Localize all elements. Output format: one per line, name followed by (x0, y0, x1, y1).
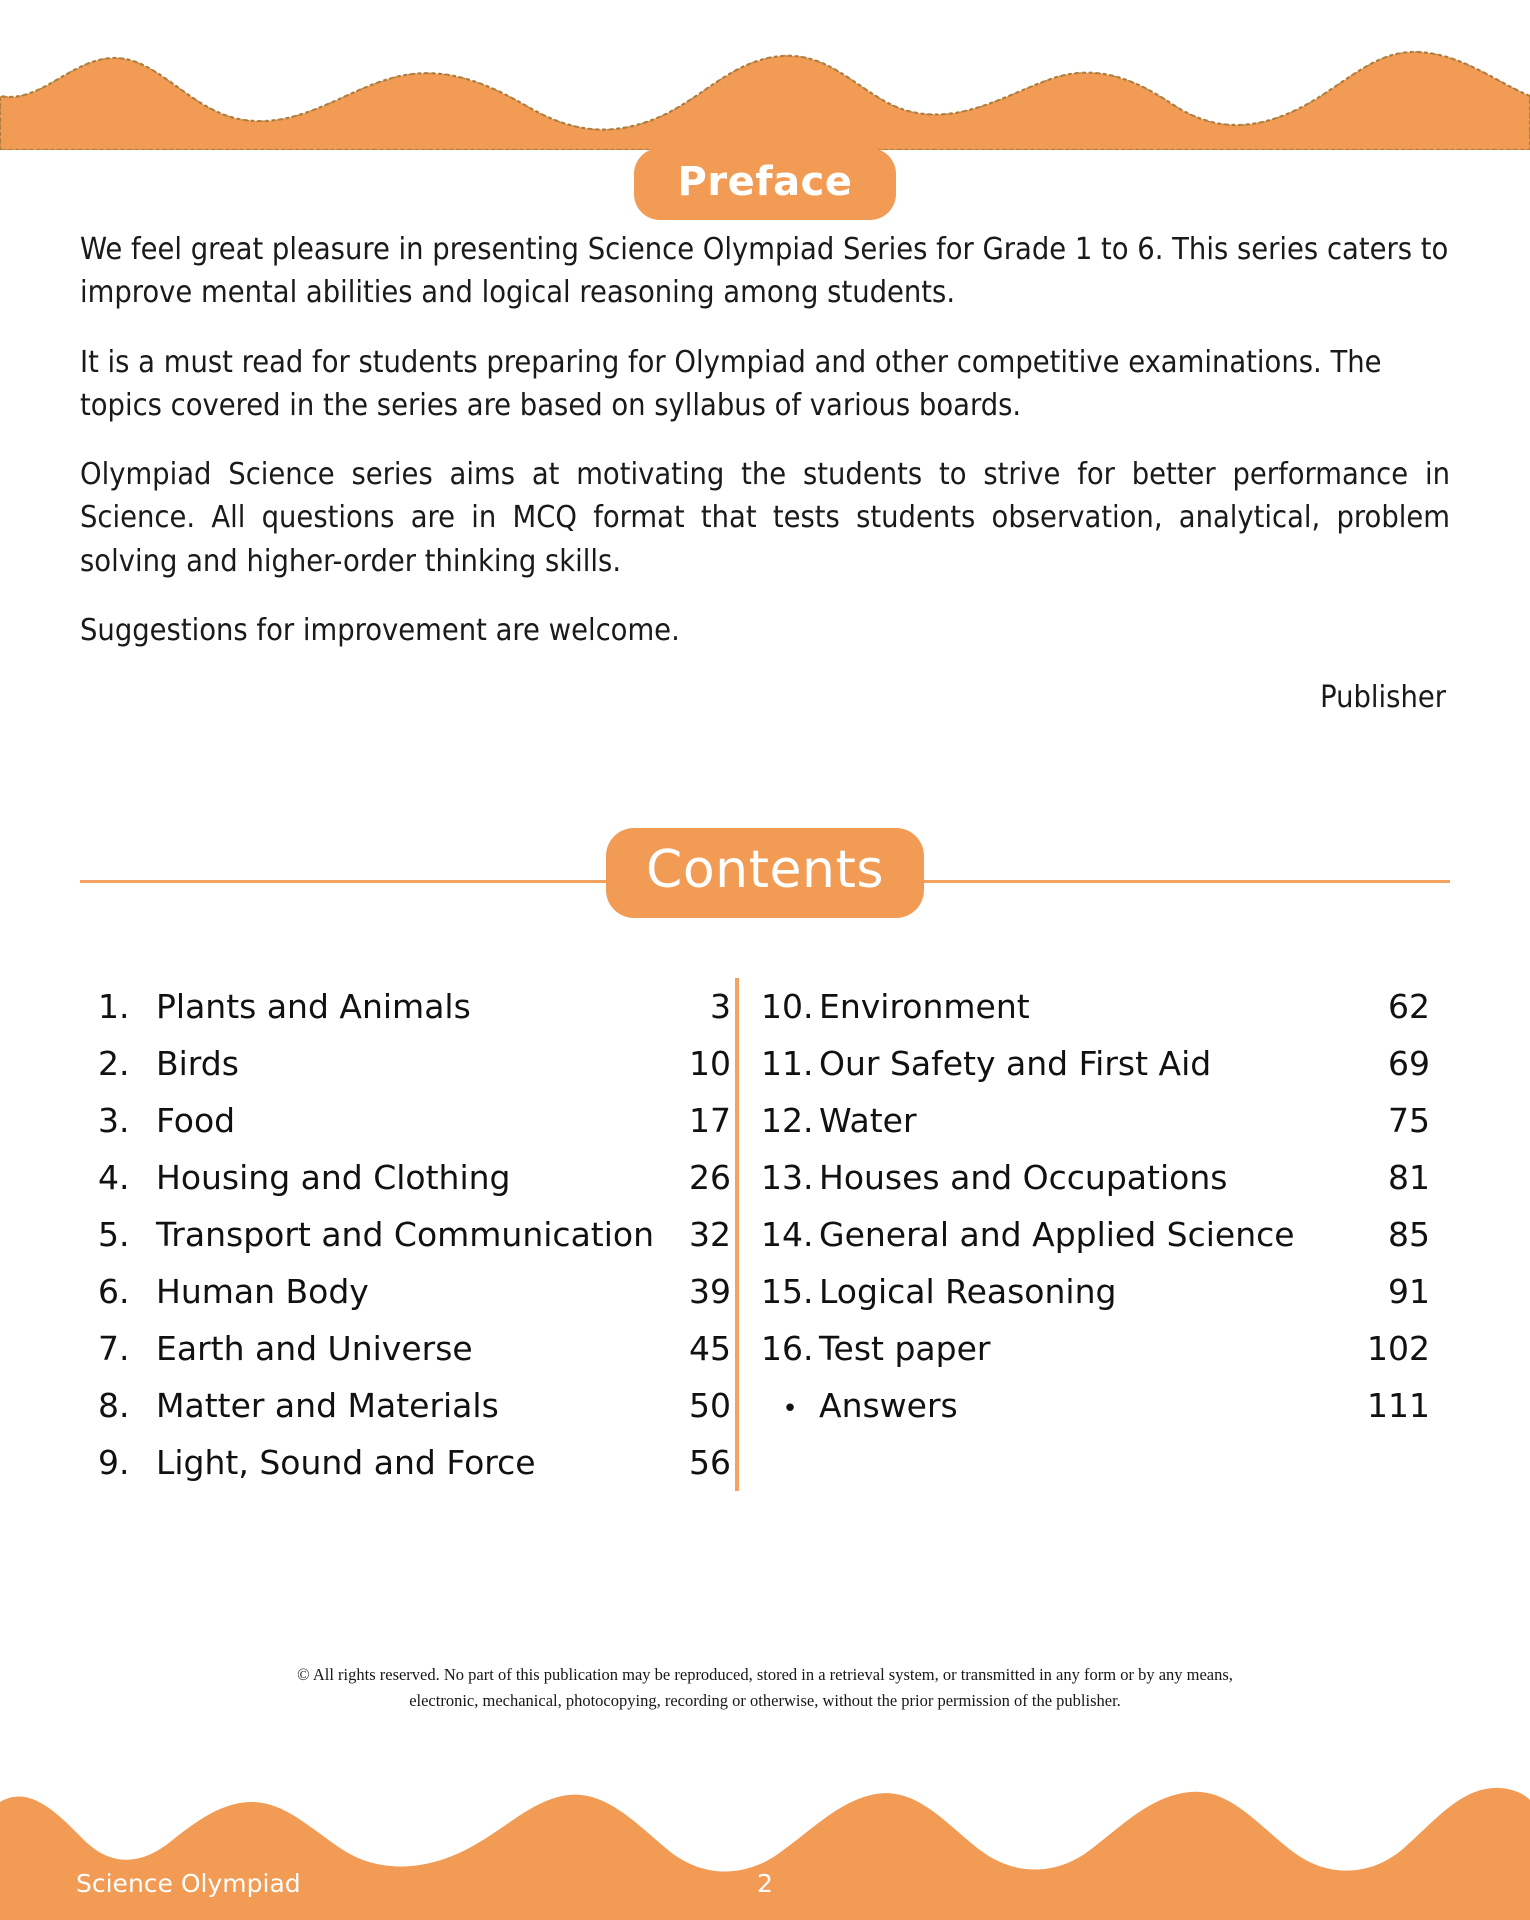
toc-entry-number: 16. (761, 1329, 814, 1368)
toc-entry-page: 50 (689, 1386, 731, 1425)
toc-entry-number: 7. (98, 1329, 130, 1368)
preface-body (80, 228, 1450, 715)
toc-entry-page: 62 (1388, 987, 1430, 1026)
toc-entry-number: 10. (761, 987, 814, 1026)
toc-entry[interactable] (761, 1035, 1434, 1092)
toc-entry-page: 69 (1388, 1044, 1430, 1083)
toc-column-right (739, 978, 1434, 1434)
toc-entry[interactable] (98, 978, 735, 1035)
toc-entry-title: Plants and Animals (156, 987, 471, 1026)
toc-entry[interactable] (761, 1206, 1434, 1263)
toc-entry-number: 4. (98, 1158, 130, 1197)
toc-entry-number: 13. (761, 1158, 814, 1197)
toc-entry-number: 9. (98, 1443, 130, 1482)
copyright-line-2: electronic, mechanical, photocopying, recording or otherwise, without the prior permission of the publisher. (409, 1690, 1121, 1710)
toc-entry[interactable] (98, 1320, 735, 1377)
contents-badge-container (80, 828, 1450, 918)
toc-entry-title: Human Body (156, 1272, 369, 1311)
preface-badge-container (0, 148, 1530, 220)
toc-entry-title: Houses and Occupations (819, 1158, 1228, 1197)
toc-entry-number: 2. (98, 1044, 130, 1083)
toc-entry-title: Answers (819, 1386, 958, 1425)
toc-entry-title: Housing and Clothing (156, 1158, 511, 1197)
toc-entry-page: 3 (710, 987, 731, 1026)
preface-paragraph-4: Suggestions for improvement are welcome. (80, 613, 680, 649)
toc-entry-title: Earth and Universe (156, 1329, 473, 1368)
toc-entry-title: Environment (819, 987, 1030, 1026)
toc-entry-number: 1. (98, 987, 130, 1026)
toc-entry[interactable] (761, 978, 1434, 1035)
toc-entry[interactable] (98, 1434, 735, 1491)
bullet-icon: • (782, 1394, 798, 1424)
preface-paragraph-1: We feel great pleasure in presenting Science Olympiad Series for Grade 1 to 6. This series caters to improve mental abilities and logical reasoning among students. (80, 232, 1449, 311)
toc-entry-title: General and Applied Science (819, 1215, 1295, 1254)
contents-heading (80, 828, 1450, 932)
toc-entry-number: 15. (761, 1272, 814, 1311)
toc-entry-number: 3. (98, 1101, 130, 1140)
toc-entry-page: 85 (1388, 1215, 1430, 1254)
toc-entry[interactable] (761, 1320, 1434, 1377)
publisher-signature: Publisher (1320, 680, 1446, 716)
preface-badge: Preface (634, 148, 897, 220)
toc-entry-number: 12. (761, 1101, 814, 1140)
toc-entry-title: Light, Sound and Force (156, 1443, 536, 1482)
preface-paragraph-3: Olympiad Science series aims at motivating the students to strive for better performance in Science. All questions are in MCQ format that tests students observation, analytical, problem solving and higher-order thinking skills. (80, 457, 1450, 579)
contents-badge: Contents (606, 828, 924, 918)
toc-entry-page: 10 (689, 1044, 731, 1083)
toc-entry-number: 8. (98, 1386, 130, 1425)
toc-column-left (80, 978, 735, 1491)
footer-text-row (0, 1850, 1530, 1920)
toc-entry-page: 75 (1388, 1101, 1430, 1140)
copyright-notice (180, 1662, 1350, 1713)
toc-entry[interactable] (98, 1035, 735, 1092)
toc-entry-page: 111 (1367, 1386, 1430, 1425)
toc-entry-answers[interactable] (761, 1377, 1434, 1434)
toc-entry-number: 11. (761, 1044, 814, 1083)
toc-entry-page: 102 (1367, 1329, 1430, 1368)
toc-entry-number: 6. (98, 1272, 130, 1311)
table-of-contents (80, 978, 1450, 1491)
footer-book-title: Science Olympiad (76, 1869, 301, 1898)
toc-entry-number: 5. (98, 1215, 130, 1254)
footer-page-number: 2 (757, 1869, 773, 1898)
header-wave-decoration (0, 0, 1530, 150)
toc-entry-page: 17 (689, 1101, 731, 1140)
toc-entry[interactable] (98, 1263, 735, 1320)
toc-entry-title: Matter and Materials (156, 1386, 499, 1425)
toc-entry-page: 81 (1388, 1158, 1430, 1197)
copyright-line-1: © All rights reserved. No part of this publication may be reproduced, stored in a retrieval system, or transmitted in any form or by any means, (297, 1665, 1233, 1684)
toc-entry[interactable] (98, 1377, 735, 1434)
toc-entry[interactable] (761, 1149, 1434, 1206)
toc-entry-page: 91 (1388, 1272, 1430, 1311)
toc-entry-title: Our Safety and First Aid (819, 1044, 1212, 1083)
toc-entry-title: Transport and Communication (156, 1215, 655, 1254)
toc-entry-number: 14. (761, 1215, 814, 1254)
toc-entry-page: 32 (689, 1215, 731, 1254)
toc-entry[interactable] (761, 1092, 1434, 1149)
toc-entry[interactable] (761, 1263, 1434, 1320)
toc-entry-title: Birds (156, 1044, 239, 1083)
toc-entry[interactable] (98, 1092, 735, 1149)
toc-entry-title: Test paper (819, 1329, 991, 1368)
toc-entry[interactable] (98, 1149, 735, 1206)
toc-entry-page: 39 (689, 1272, 731, 1311)
toc-entry-title: Water (819, 1101, 917, 1140)
preface-paragraph-2: It is a must read for students preparing for Olympiad and other competitive examinations. The topics covered in the series are based on syllabus of various boards. (80, 344, 1382, 423)
toc-entry[interactable] (98, 1206, 735, 1263)
toc-entry-title: Food (156, 1101, 236, 1140)
toc-entry-page: 26 (689, 1158, 731, 1197)
toc-entry-title: Logical Reasoning (819, 1272, 1117, 1311)
toc-entry-page: 56 (689, 1443, 731, 1482)
toc-entry-page: 45 (689, 1329, 731, 1368)
